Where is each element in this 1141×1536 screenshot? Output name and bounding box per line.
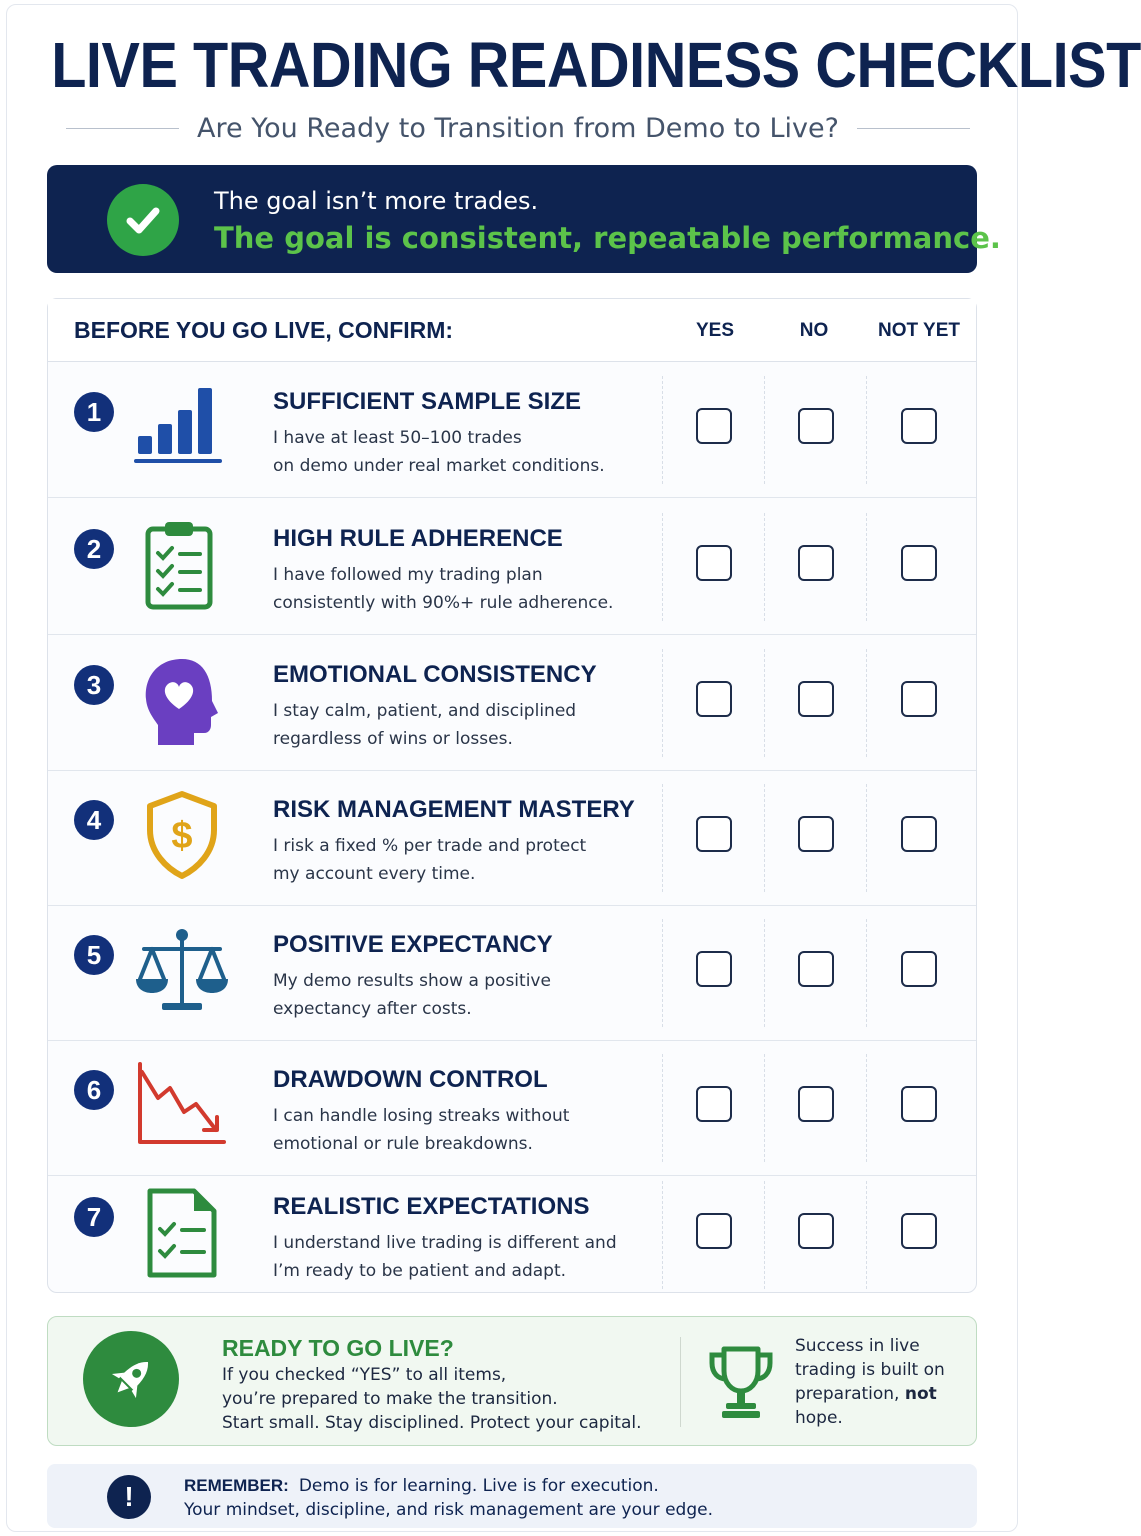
checklist-row bbox=[48, 1167, 976, 1303]
ready-title: READY TO GO LIVE? bbox=[222, 1335, 454, 1361]
declining-chart-icon bbox=[132, 1058, 232, 1154]
ready-line-1: If you checked “YES” to all items, bbox=[222, 1365, 507, 1385]
item-description bbox=[273, 967, 551, 1023]
column-divider bbox=[866, 784, 867, 892]
checkbox-no[interactable] bbox=[798, 408, 834, 444]
ready-line-2: you’re prepared to make the transition. bbox=[222, 1389, 558, 1409]
head-heart-icon bbox=[132, 653, 232, 749]
column-divider bbox=[866, 1181, 867, 1289]
quote-word-preparation: preparation, bbox=[795, 1384, 900, 1404]
checkbox-not-yet[interactable] bbox=[901, 681, 937, 717]
goal-banner bbox=[47, 165, 1001, 273]
column-divider bbox=[662, 919, 663, 1027]
checkbox-no[interactable] bbox=[798, 816, 834, 852]
clipboard-checklist-icon bbox=[132, 517, 232, 613]
column-divider bbox=[662, 649, 663, 757]
item-description bbox=[273, 1229, 617, 1285]
exclamation-icon: ! bbox=[107, 1475, 151, 1519]
page-subtitle: Are You Ready to Transition from Demo to Live? bbox=[197, 112, 839, 144]
ready-line-3: Start small. Stay disciplined. Protect your capital. bbox=[222, 1413, 642, 1433]
column-divider bbox=[662, 376, 663, 484]
item-title: REALISTIC EXPECTATIONS bbox=[273, 1193, 590, 1220]
rocket-icon bbox=[83, 1331, 179, 1427]
ready-quote bbox=[795, 1334, 945, 1430]
quote-line-2: trading is built on bbox=[795, 1360, 945, 1380]
remember-line-2: Your mindset, discipline, and risk management are your edge. bbox=[184, 1500, 713, 1520]
quote-line-3 bbox=[795, 1382, 945, 1406]
checkbox-not-yet[interactable] bbox=[901, 1086, 937, 1122]
item-description-line-1: I risk a fixed % per trade and protect bbox=[273, 836, 587, 856]
column-divider bbox=[662, 784, 663, 892]
item-title: RISK MANAGEMENT MASTERY bbox=[273, 796, 635, 823]
column-divider bbox=[866, 649, 867, 757]
ready-text bbox=[222, 1363, 642, 1435]
item-number-badge: 7 bbox=[74, 1197, 114, 1237]
item-description-line-2: consistently with 90%+ rule adherence. bbox=[273, 593, 614, 613]
checkbox-no[interactable] bbox=[798, 1213, 834, 1249]
column-header-yes: YES bbox=[695, 320, 735, 341]
svg-text:$: $ bbox=[171, 815, 193, 857]
checklist-header bbox=[48, 299, 976, 362]
checkbox-yes[interactable] bbox=[696, 816, 732, 852]
ready-panel bbox=[47, 1316, 977, 1446]
checkbox-yes[interactable] bbox=[696, 681, 732, 717]
goal-line-2: The goal is consistent, repeatable performance. bbox=[214, 221, 1001, 255]
quote-line-4: hope. bbox=[795, 1408, 843, 1428]
checkbox-no[interactable] bbox=[798, 1086, 834, 1122]
item-description bbox=[273, 697, 576, 753]
checkbox-not-yet[interactable] bbox=[901, 1213, 937, 1249]
column-divider bbox=[764, 919, 765, 1027]
item-description-line-1: I understand live trading is different and bbox=[273, 1233, 617, 1253]
remember-line-1 bbox=[184, 1474, 713, 1498]
column-divider bbox=[764, 649, 765, 757]
item-description bbox=[273, 832, 586, 888]
item-number-badge: 6 bbox=[74, 1070, 114, 1110]
checklist-table bbox=[47, 298, 977, 1293]
subtitle-rule-right bbox=[857, 128, 970, 129]
item-description bbox=[273, 424, 605, 480]
ready-divider bbox=[680, 1337, 681, 1427]
column-divider bbox=[866, 919, 867, 1027]
checklist-row bbox=[48, 362, 976, 498]
column-divider bbox=[764, 513, 765, 621]
item-description bbox=[273, 1102, 569, 1158]
remember-text bbox=[184, 1474, 713, 1522]
checkbox-yes[interactable] bbox=[696, 1213, 732, 1249]
item-number-badge: 5 bbox=[74, 935, 114, 975]
item-description-line-1: I stay calm, patient, and disciplined bbox=[273, 701, 577, 721]
item-number-badge: 2 bbox=[74, 529, 114, 569]
checkbox-not-yet[interactable] bbox=[901, 545, 937, 581]
column-header-not-yet: NOT YET bbox=[878, 320, 960, 341]
remember-banner bbox=[47, 1464, 977, 1528]
item-description-line-2: emotional or rule breakdowns. bbox=[273, 1134, 533, 1154]
column-divider bbox=[866, 1054, 867, 1162]
item-description-line-1: I have at least 50–100 trades bbox=[273, 428, 522, 448]
item-description-line-2: expectancy after costs. bbox=[273, 999, 472, 1019]
trophy-icon bbox=[706, 1341, 776, 1421]
checklist-row bbox=[48, 499, 976, 635]
checklist-header-label: BEFORE YOU GO LIVE, CONFIRM: bbox=[74, 317, 454, 343]
item-description-line-2: I’m ready to be patient and adapt. bbox=[273, 1261, 567, 1281]
subtitle-rule-left bbox=[66, 128, 179, 129]
checklist-row bbox=[48, 1040, 976, 1176]
subtitle-row bbox=[66, 108, 970, 148]
column-header-no: NO bbox=[799, 320, 829, 341]
page-title: LIVE TRADING READINESS CHECKLIST bbox=[51, 29, 1141, 101]
quote-emphasis-not: not bbox=[904, 1384, 937, 1404]
item-title: SUFFICIENT SAMPLE SIZE bbox=[273, 388, 582, 415]
document-checklist-icon bbox=[132, 1185, 232, 1281]
column-divider bbox=[764, 376, 765, 484]
dollar-shield-icon bbox=[132, 788, 232, 884]
bar-chart-icon bbox=[132, 380, 232, 476]
column-divider bbox=[866, 376, 867, 484]
item-description-line-2: regardless of wins or losses. bbox=[273, 729, 513, 749]
checkbox-yes[interactable] bbox=[696, 545, 732, 581]
checkbox-not-yet[interactable] bbox=[901, 408, 937, 444]
item-description-line-2: my account every time. bbox=[273, 864, 476, 884]
item-description-line-2: on demo under real market conditions. bbox=[273, 456, 605, 476]
item-number-badge: 4 bbox=[74, 800, 114, 840]
item-description bbox=[273, 561, 613, 617]
goal-line-1: The goal isn’t more trades. bbox=[214, 187, 539, 215]
balance-scale-icon bbox=[132, 923, 232, 1019]
remember-line-1-text: Demo is for learning. Live is for execution. bbox=[298, 1476, 659, 1496]
item-number-badge: 1 bbox=[74, 392, 114, 432]
item-title: HIGH RULE ADHERENCE bbox=[273, 525, 563, 552]
item-title: DRAWDOWN CONTROL bbox=[273, 1066, 548, 1093]
checkbox-not-yet[interactable] bbox=[901, 816, 937, 852]
column-divider bbox=[866, 513, 867, 621]
checkbox-no[interactable] bbox=[798, 681, 834, 717]
checkbox-no[interactable] bbox=[798, 545, 834, 581]
column-divider bbox=[662, 513, 663, 621]
column-divider bbox=[662, 1181, 663, 1289]
remember-label: REMEMBER: bbox=[184, 1476, 289, 1495]
item-number-badge: 3 bbox=[74, 665, 114, 705]
item-title: EMOTIONAL CONSISTENCY bbox=[273, 661, 597, 688]
column-divider bbox=[764, 1054, 765, 1162]
checkmark-icon bbox=[107, 184, 179, 256]
quote-line-1: Success in live bbox=[795, 1336, 920, 1356]
checkbox-no[interactable] bbox=[798, 951, 834, 987]
item-description-line-1: I have followed my trading plan bbox=[273, 565, 543, 585]
checkbox-yes[interactable] bbox=[696, 951, 732, 987]
item-title: POSITIVE EXPECTANCY bbox=[273, 931, 553, 958]
checkbox-yes[interactable] bbox=[696, 408, 732, 444]
item-description-line-1: I can handle losing streaks without bbox=[273, 1106, 570, 1126]
checklist-row bbox=[48, 635, 976, 771]
checklist-row bbox=[48, 770, 976, 906]
checkbox-yes[interactable] bbox=[696, 1086, 732, 1122]
column-divider bbox=[764, 784, 765, 892]
column-divider bbox=[764, 1181, 765, 1289]
checklist-row bbox=[48, 905, 976, 1041]
checkbox-not-yet[interactable] bbox=[901, 951, 937, 987]
column-divider bbox=[662, 1054, 663, 1162]
item-description-line-1: My demo results show a positive bbox=[273, 971, 551, 991]
